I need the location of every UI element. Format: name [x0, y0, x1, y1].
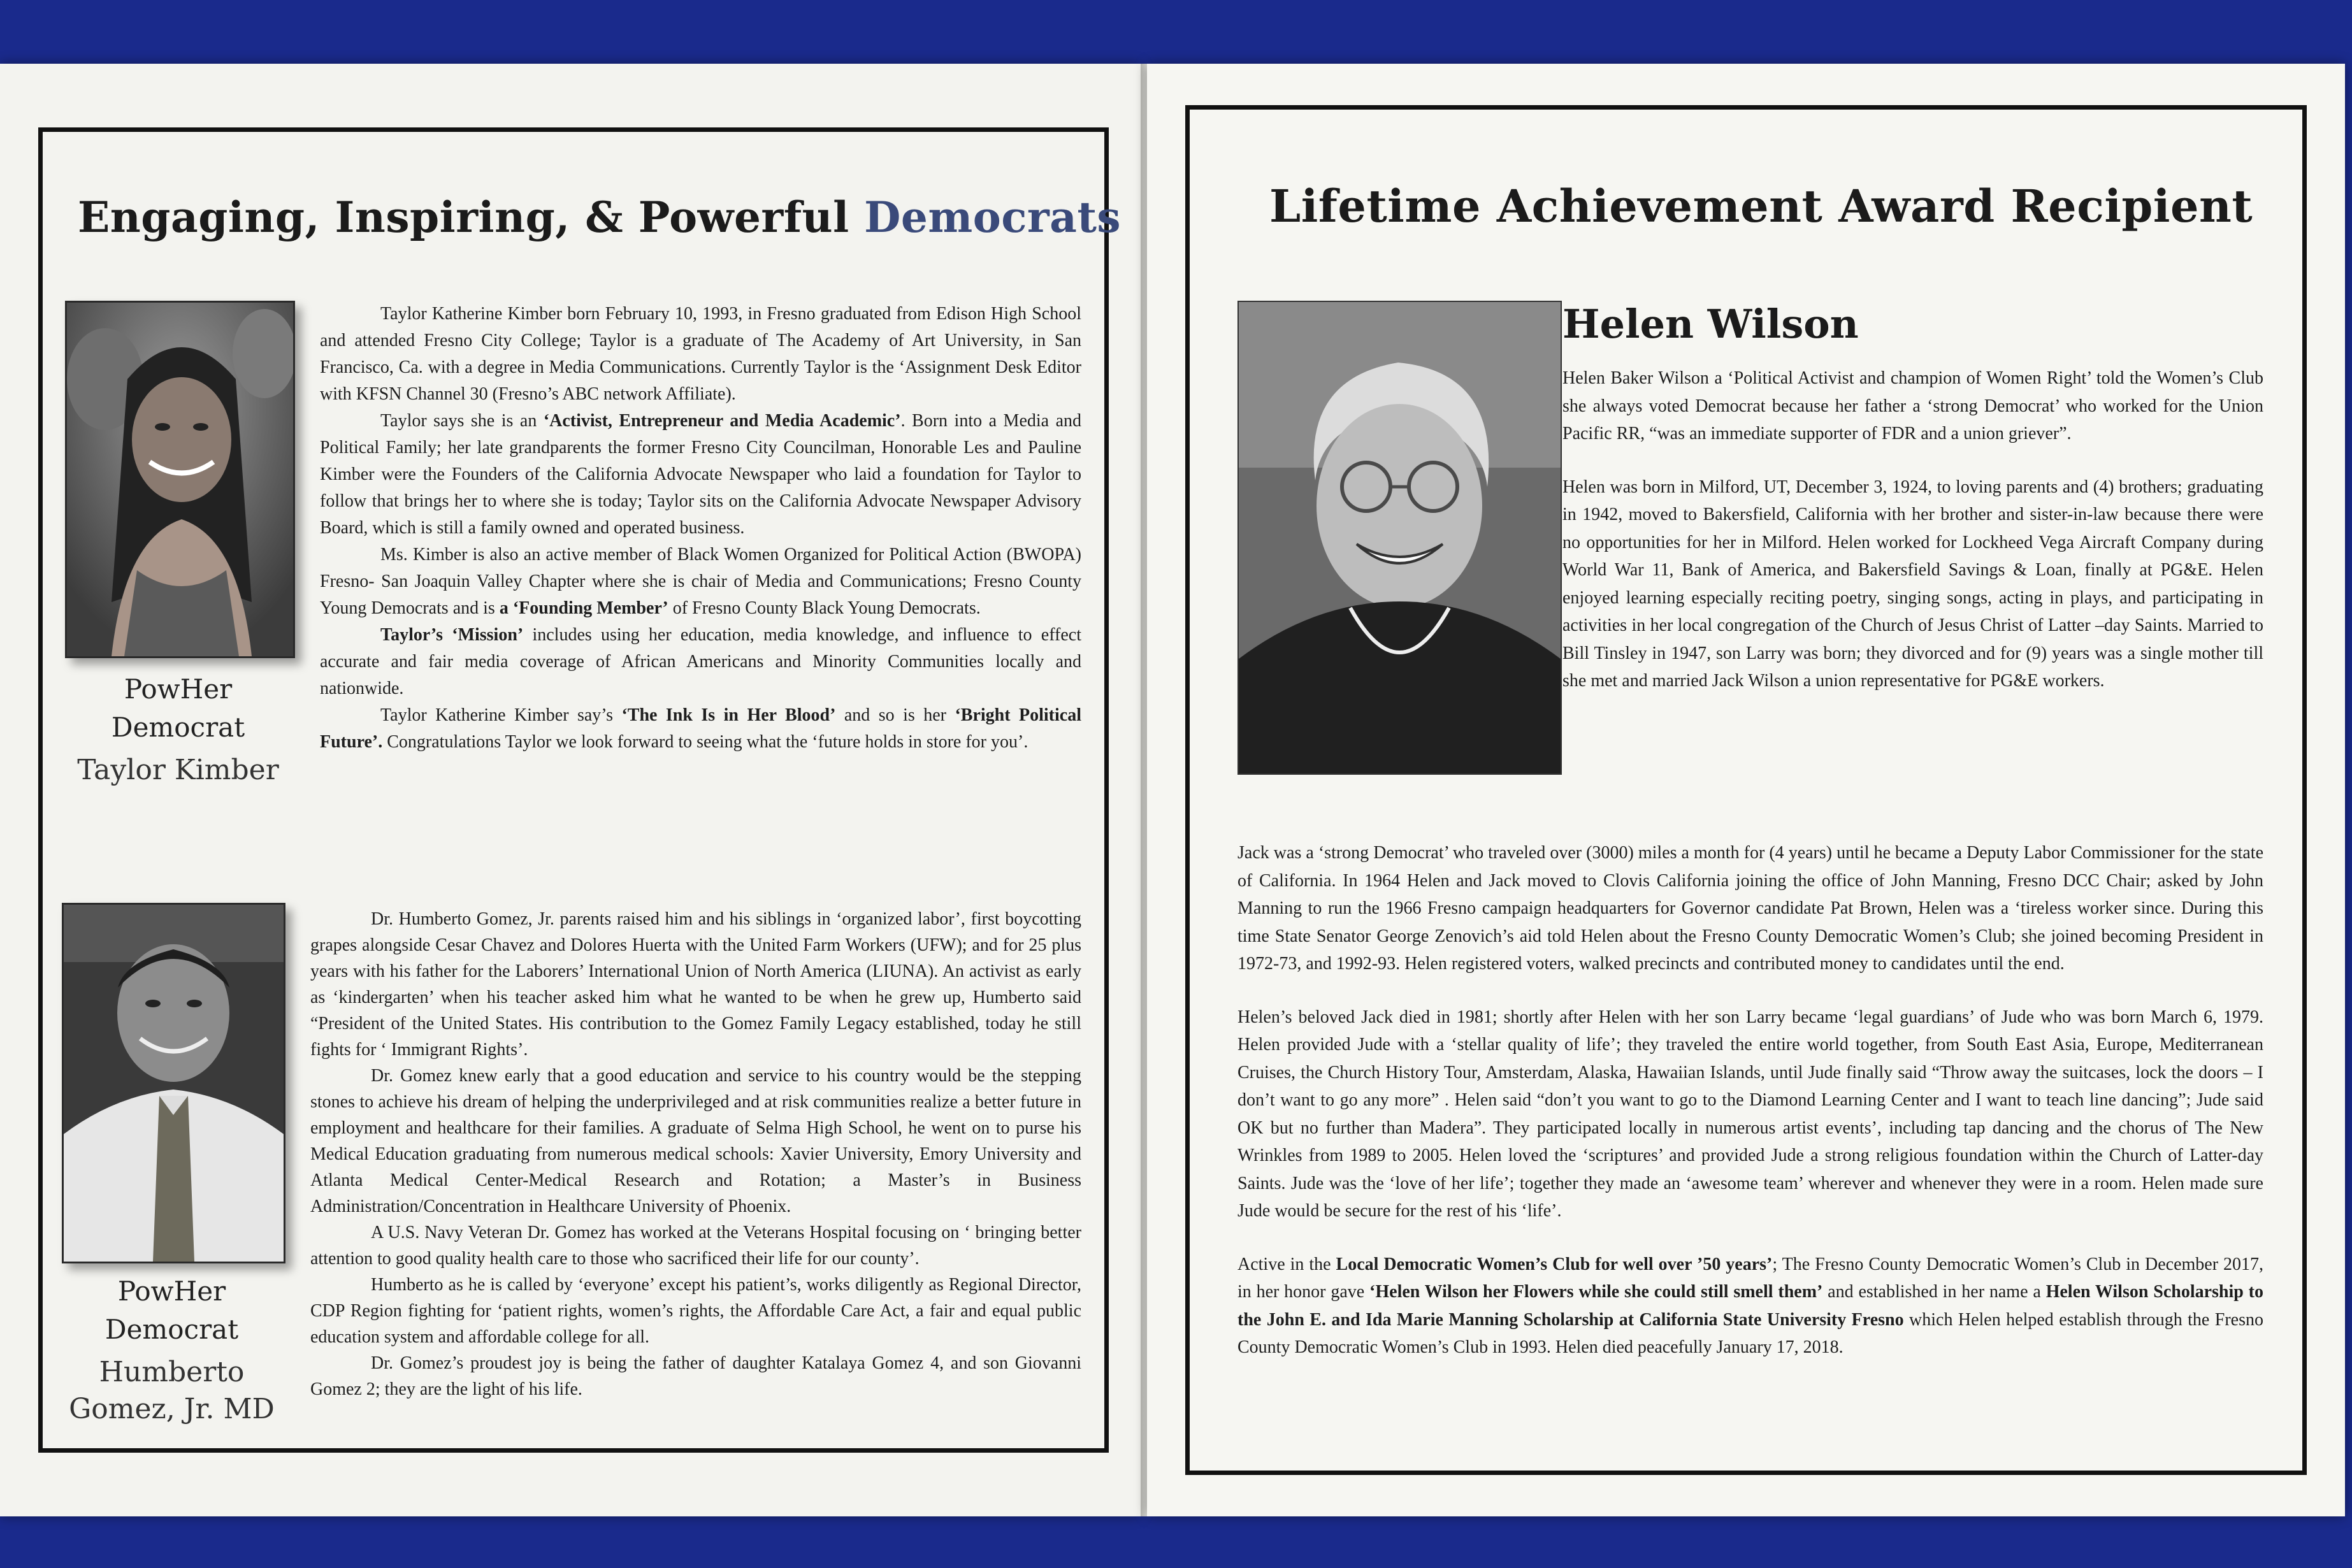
- right-page-title: Lifetime Achievement Award Recipient: [1269, 180, 2253, 233]
- caption-name: Humberto: [99, 1356, 245, 1388]
- booklet-spine: [1141, 64, 1147, 1516]
- bio-paragraph: Helen’s beloved Jack died in 1981; shortly after Helen with her son Larry became ‘legal guardians’ of Jude who was born March 6, 1979. Helen provided Jude with a ‘stellar quality of life’; they traveled the entire world together, from South East Asia, Europe, Mediterranean Cruises, the Church History Tour, Amsterdam, Alaska, Hawaiian Islands, until Jude finally said “Throw away the suitcases, lock the doors – I don’t want to go any more” . Helen said “don’t you want to go to the Diamond Learning Center and I want to teach line dancing”; Jude said OK but no further than Madera”. They participated locally in numerous artist events’, including tap dancing and the chorus of The New Wrinkles from 1989 to 2005. Helen loved the ‘scriptures’ and provided Jude a strong religious foundation within the Church of Latter-day Saints. Jude was the ‘love of her life’; together they made an ‘awesome team’ wherever and whenever they were in a room. Helen made sure Jude would be secure for the rest of his ‘life’.: [1237, 1007, 2263, 1221]
- bio-paragraph: Active in the Local Democratic Women’s Club for well over ’50 years’; The Fresno County Democratic Women’s Club in December 2017, in her honor gave ‘Helen Wilson her Flowers while she could still smell them’ and established in her name a Helen Wilson Scholarship to the John E. and Ida Marie Manning Scholarship at California State University Fresno which Helen helped establish through the Fresno County Democratic Women’s Club in 1993. Helen died peacefully January 17, 2018.: [1237, 1254, 2264, 1357]
- caption-name-line2: Gomez, Jr. MD: [69, 1393, 275, 1425]
- bio-paragraph: Taylor says she is an ‘Activist, Entrepreneur and Media Academic’. Born into a Media and Political Family; her late grandparents the former Fresno City Councilman, Honorable Les and Pauline Kimber were the Founders of the California Advocate Newspaper who laid a foundation for Taylor to follow that brings her to where she is today; Taylor sits on the California Advocate Newspaper Advisory Board, which is still a family owned and operated business.: [320, 411, 1082, 538]
- bio-paragraph: A U.S. Navy Veteran Dr. Gomez has worked at the Veterans Hospital focusing on ‘ bringing better attention to good quality health care to those who sacrificed their life for our county’.: [310, 1223, 1081, 1269]
- taylor-kimber-photo: [65, 301, 295, 658]
- bio-paragraph: Taylor’s ‘Mission’ includes using her education, media knowledge, and influence to effect accurate and fair media coverage of African Americans and Minority Communities locally and nationwide.: [320, 625, 1081, 698]
- bio-paragraph: Dr. Humberto Gomez, Jr. parents raised him and his siblings in ‘organized labor’, first boycotting grapes alongside Cesar Chavez and Dolores Huerta with the United Farm Workers (UFW); and for 25 plus years with his father for the Laborers’ International Union of North America (LIUNA). An activist as early as ‘kindergarten’ when his teacher asked him what he wanted to be when he grew up, Humberto said “President of the United States. His contribution to the Gomez Family Legacy established, today he still fights for ‘ Immigrant Rights’.: [310, 909, 1081, 1060]
- left-title-main: Engaging, Inspiring, & Powerful: [78, 192, 849, 242]
- helen-bio-top: [1562, 364, 2263, 721]
- taylor-kimber-caption: [65, 670, 291, 789]
- left-page: [0, 64, 1141, 1516]
- helen-bio-bottom: [1237, 839, 2263, 1387]
- humberto-gomez-bio: [310, 906, 1081, 1402]
- caption-powher: PowHer: [117, 1276, 226, 1307]
- bio-paragraph: Dr. Gomez’s proudest joy is being the father of daughter Katalaya Gomez 4, and son Giovanni Gomez 2; they are the light of his life.: [310, 1353, 1081, 1399]
- recipient-name: Helen Wilson: [1562, 301, 1859, 347]
- taylor-kimber-bio: [320, 301, 1081, 756]
- left-page-frame: [38, 127, 1122, 1453]
- bio-paragraph: Helen Baker Wilson a ‘Political Activist and champion of Women Right’ told the Women’s Club she always voted Democrat because her father a ‘strong Democrat’ who worked for the Union Pacific RR, “was an immediate supporter of FDR and a union griever”.: [1562, 368, 2263, 443]
- right-page: [1147, 64, 2345, 1516]
- left-page-title: [78, 192, 1121, 242]
- caption-powher: PowHer: [124, 673, 233, 705]
- bio-paragraph: Jack was a ‘strong Democrat’ who traveled over (3000) miles a month for (4 years) until he became a Deputy Labor Commissioner for the state of California. In 1964 Helen and Jack moved to Clovis California joining the office of John Manning, Fresno DCC Chair; asked by John Manning to run the 1966 Fresno campaign headquarters for Governor candidate Pat Brown, Helen was a ‘tireless worker since. During this time State Senator George Zenovich’s aid told Helen about the Fresno County Democratic Women’s Club; she joined becoming President in 1972-73, and 1992-93. Helen registered voters, walked precincts and contributed money to candidates until the end.: [1237, 843, 2263, 974]
- right-page-frame: [1185, 105, 2307, 1475]
- bio-paragraph: Dr. Gomez knew early that a good education and service to his country would be the stepping stones to achieve his dream of helping the underprivileged and at risk communities realize a better future in employment and healthcare for their families. A graduate of Selma High School, he went on to purse his Medical Education graduating from numerous medical schools: Xavier University, Emory University and Atlanta Medical Center-Medical Research and Rotation; a Master’s in Business Administration/Concentration in Healthcare University of Phoenix.: [310, 1066, 1081, 1216]
- bio-paragraph: Ms. Kimber is also an active member of Black Women Organized for Political Action (BWOPA) Fresno- San Joaquin Valley Chapter where she is chair of Media and Communications; Fresno County Young Democrats and is a ‘Founding Member’ of Fresno County Black Young Democrats.: [320, 545, 1081, 618]
- bio-paragraph: Helen was born in Milford, UT, December 3, 1924, to loving parents and (4) brothers; graduating in 1942, moved to Bakersfield, California with her brother and sister-in-law because there were no opportunities for her in Milford. Helen worked for Lockheed Vega Aircraft Company during World War 11, Bank of America, and Bakersfield Savings & Loan, finally at PG&E. Helen enjoyed learning especially reciting poetry, singing songs, acting in plays, and participating in activities in her local congregation of the Church of Jesus Christ of Latter –day Saints. Married to Bill Tinsley in 1947, son Larry was born; they divorced and for (9) years was a single mother till she met and married Jack Wilson a union representative for PG&E workers.: [1562, 477, 2263, 691]
- left-title-accent: Democrats: [864, 192, 1122, 242]
- bio-paragraph: Humberto as he is called by ‘everyone’ except his patient’s, works diligently as Regional Director, CDP Region fighting for ‘patient rights, women’s rights, the Affordable Care Act, a fair and equal public education system and affordable college for all.: [310, 1275, 1081, 1347]
- bio-paragraph: Taylor Katherine Kimber born February 10, 1993, in Fresno graduated from Edison High School and attended Fresno City College; Taylor is a graduate of The Academy of Art University, in San Francisco, Ca. with a degree in Media Communications. Currently Taylor is the ‘Assignment Desk Editor with KFSN Channel 30 (Fresno’s ABC network Affiliate).: [320, 304, 1081, 404]
- caption-democrat: Democrat: [105, 1314, 239, 1345]
- bio-paragraph: Taylor Katherine Kimber say’s ‘The Ink Is in Her Blood’ and so is her ‘Bright Political Future’. Congratulations Taylor we look forward to seeing what the ‘future holds in store for you’.: [320, 705, 1081, 752]
- helen-wilson-photo: [1237, 301, 1562, 775]
- humberto-gomez-photo: [62, 903, 285, 1263]
- caption-name: Taylor Kimber: [77, 754, 279, 786]
- caption-democrat: Democrat: [111, 712, 245, 743]
- humberto-gomez-caption: [62, 1272, 282, 1428]
